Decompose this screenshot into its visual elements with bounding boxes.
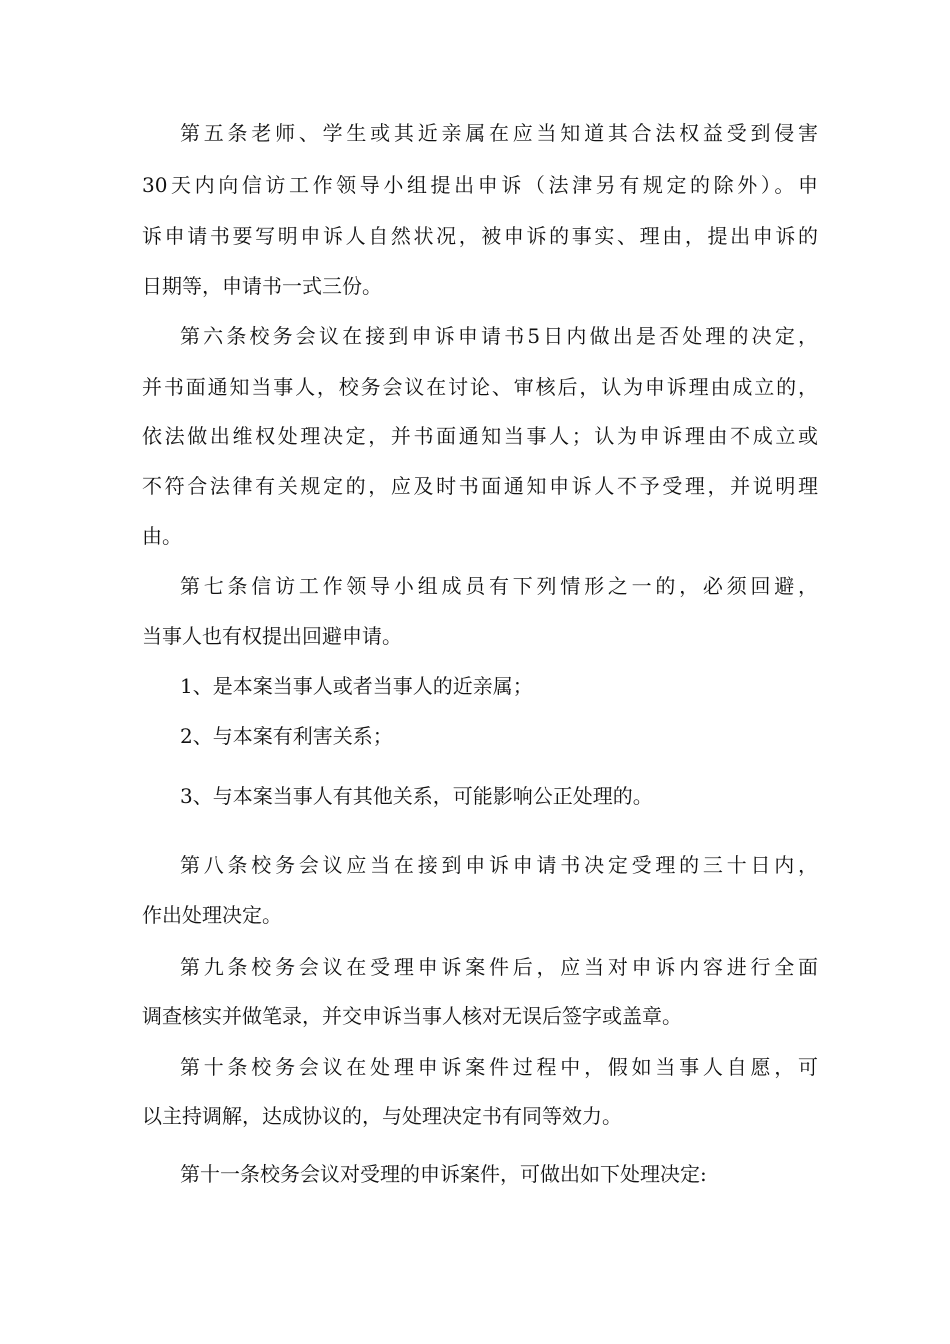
article-9-line-2: 调查核实并做笔录，并交申诉当事人核对无误后签字或盖章。 xyxy=(142,1004,682,1028)
article-11-line-1: 第十一条校务会议对受理的申诉案件，可做出如下处理决定: xyxy=(180,1162,707,1186)
article-5-line-3: 诉申请书要写明申诉人自然状况，被申诉的事实、理由，提出申诉的 xyxy=(142,224,818,248)
article-6-line-3: 依法做出维权处理决定，并书面通知当事人；认为申诉理由不成立或 xyxy=(142,424,818,448)
article-7-line-2: 当事人也有权提出回避申请。 xyxy=(142,624,402,648)
list-item-2: 2、与本案有利害关系； xyxy=(180,724,393,748)
article-6-line-1: 第六条校务会议在接到申诉申请书5日内做出是否处理的决定， xyxy=(180,324,818,348)
article-8-line-2: 作出处理决定。 xyxy=(142,903,282,927)
article-6-line-5: 由。 xyxy=(142,524,182,548)
article-6-line-4: 不符合法律有关规定的，应及时书面通知申诉人不予受理，并说明理 xyxy=(142,474,818,498)
article-5-line-1: 第五条老师、学生或其近亲属在应当知道其合法权益受到侵害 xyxy=(180,121,818,145)
article-8-line-1: 第八条校务会议应当在接到申诉申请书决定受理的三十日内， xyxy=(180,853,818,877)
list-item-3: 3、与本案当事人有其他关系，可能影响公正处理的。 xyxy=(180,784,653,808)
article-6-line-2: 并书面通知当事人，校务会议在讨论、审核后，认为申诉理由成立的， xyxy=(142,375,818,399)
article-9-line-1: 第九条校务会议在受理申诉案件后，应当对申诉内容进行全面 xyxy=(180,955,818,979)
article-10-line-1: 第十条校务会议在处理申诉案件过程中，假如当事人自愿，可 xyxy=(180,1055,818,1079)
article-5-line-2: 30天内向信访工作领导小组提出申诉（法津另有规定的除外）。申 xyxy=(142,173,818,197)
article-5-line-4: 日期等，申请书一式三份。 xyxy=(142,274,382,298)
article-7-line-1: 第七条信访工作领导小组成员有下列情形之一的，必须回避， xyxy=(180,574,818,598)
article-10-line-2: 以主持调解，达成协议的，与处理决定书有同等效力。 xyxy=(142,1104,622,1128)
list-item-1: 1、是本案当事人或者当事人的近亲属； xyxy=(180,674,533,698)
